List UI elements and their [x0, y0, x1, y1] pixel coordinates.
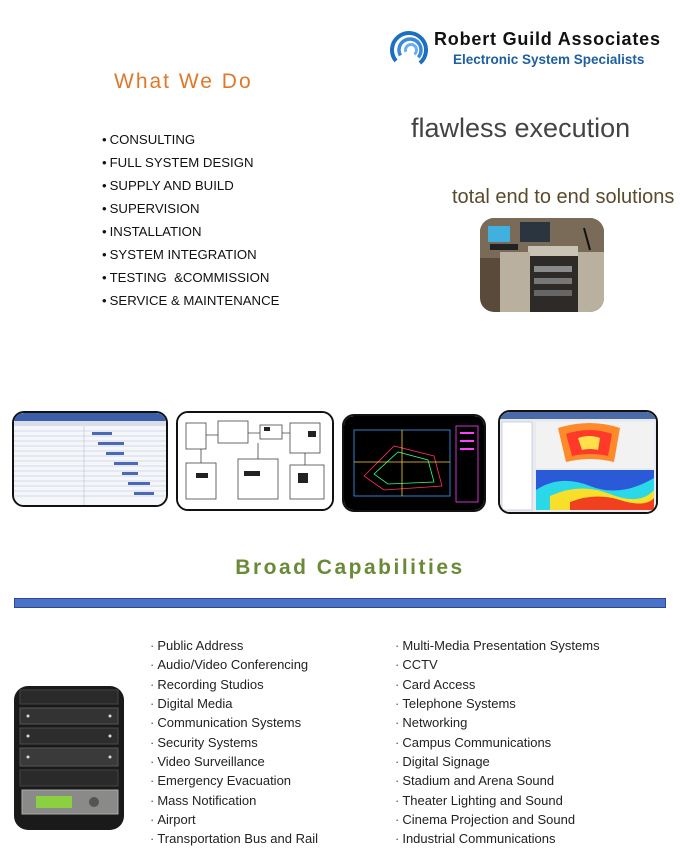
capability-item: · Recording Studios — [150, 676, 318, 695]
service-item: • FULL SYSTEM DESIGN — [102, 154, 279, 177]
equipment-rack-photo — [14, 686, 124, 830]
cad-drawing-thumbnail — [342, 414, 486, 512]
company-name: Robert Guild Associates — [434, 29, 661, 49]
capability-item: · Card Access — [395, 676, 600, 695]
service-item: • SYSTEM INTEGRATION — [102, 246, 279, 269]
capability-item: · Public Address — [150, 637, 318, 656]
capability-item: · Cinema Projection and Sound — [395, 811, 600, 830]
capability-item: · Campus Communications — [395, 734, 600, 753]
section-divider — [14, 598, 666, 608]
capability-item: · Emergency Evacuation — [150, 772, 318, 791]
capability-item: · Digital Signage — [395, 753, 600, 772]
slogan-flawless: flawless execution — [411, 113, 631, 143]
capabilities-heading: Broad Capabilities — [235, 556, 465, 579]
company-tagline: Electronic System Specialists — [453, 52, 645, 67]
podium-photo — [480, 218, 604, 312]
capability-item: · Security Systems — [150, 734, 318, 753]
capability-item: · Industrial Communications — [395, 830, 600, 849]
service-item: • INSTALLATION — [102, 223, 279, 246]
capability-item: · Networking — [395, 714, 600, 733]
capability-item: · Theater Lighting and Sound — [395, 792, 600, 811]
capability-item: · Transportation Bus and Rail — [150, 830, 318, 849]
capability-item: · Mass Notification — [150, 792, 318, 811]
capability-item: · Airport — [150, 811, 318, 830]
capability-item: · Stadium and Arena Sound — [395, 772, 600, 791]
capabilities-list-right — [395, 637, 600, 850]
capability-item: · Digital Media — [150, 695, 318, 714]
service-item: • SUPERVISION — [102, 200, 279, 223]
service-item: • TESTING &COMMISSION — [102, 269, 279, 292]
what-we-do-heading: What We Do — [114, 70, 253, 93]
capability-item: · Communication Systems — [150, 714, 318, 733]
slogan-end-to-end: total end to end solutions — [452, 186, 675, 208]
company-logo-icon — [388, 28, 428, 72]
service-item: • SUPPLY AND BUILD — [102, 177, 279, 200]
capability-item: · Audio/Video Conferencing — [150, 656, 318, 675]
capability-item: · Multi-Media Presentation Systems — [395, 637, 600, 656]
capability-item: · Video Surveillance — [150, 753, 318, 772]
services-list — [102, 131, 279, 315]
gantt-chart-thumbnail — [12, 411, 168, 507]
capability-item: · Telephone Systems — [395, 695, 600, 714]
acoustic-simulation-thumbnail — [498, 410, 658, 514]
capability-item: · CCTV — [395, 656, 600, 675]
capabilities-list-left — [150, 637, 318, 850]
service-item: • SERVICE & MAINTENANCE — [102, 292, 279, 315]
wiring-diagram-thumbnail — [176, 411, 334, 511]
service-item: • CONSULTING — [102, 131, 279, 154]
